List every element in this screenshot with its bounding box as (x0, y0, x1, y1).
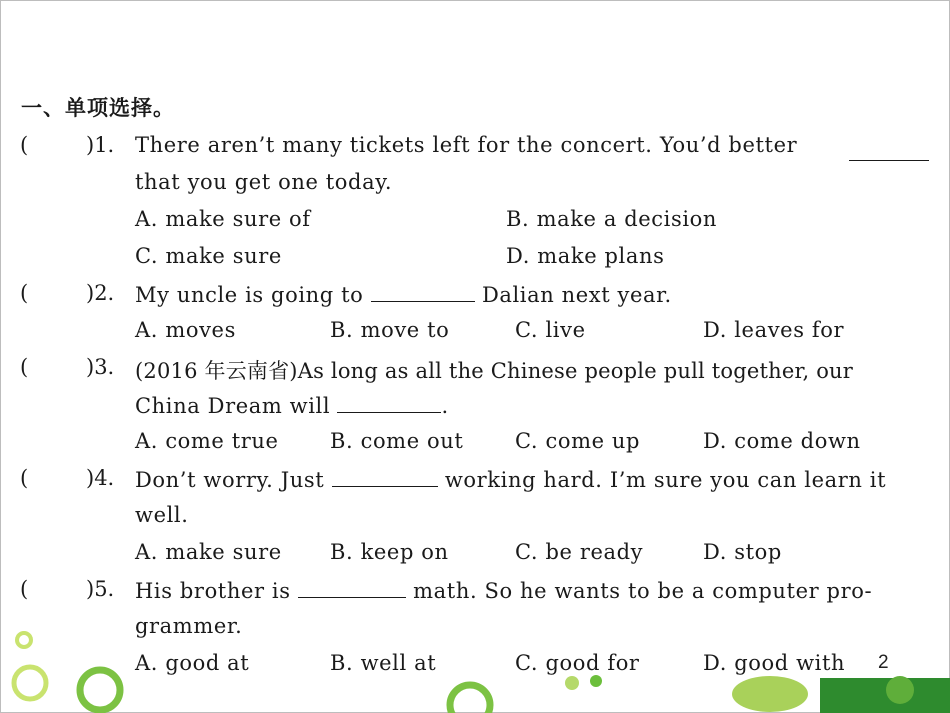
option-c: C. good for (515, 651, 640, 675)
stem-after: math. So he wants to be a computer pro- (413, 579, 873, 603)
answer-blank[interactable] (332, 466, 438, 487)
question-number: )5. (86, 577, 115, 601)
question-stem (135, 577, 872, 603)
option-d: D. stop (703, 540, 782, 564)
answer-paren: ( (20, 133, 29, 157)
option-a: A. come true (135, 429, 279, 453)
stem-before: His brother is (135, 579, 291, 603)
option-c: C. be ready (515, 540, 644, 564)
question-number: )1. (86, 133, 115, 157)
option-b: B. come out (330, 429, 464, 453)
option-a: A. good at (135, 651, 250, 675)
section-heading: 一、单项选择。 (21, 96, 175, 120)
option-a: A. make sure (135, 540, 282, 564)
stem-before: Don’t worry. Just (135, 468, 325, 492)
option-b: B. move to (330, 318, 450, 342)
option-c: C. make sure (135, 244, 282, 268)
option-d: D. come down (703, 429, 861, 453)
stem-after: Dalian next year. (481, 283, 672, 307)
answer-paren: ( (20, 466, 29, 490)
question-stem (135, 281, 672, 307)
question-stem: There aren’t many tickets left for the concert. You’d better (135, 133, 798, 157)
option-c: C. live (515, 318, 586, 342)
option-a: A. make sure of (135, 207, 311, 231)
answer-blank[interactable] (298, 577, 406, 598)
question-stem-cont (135, 392, 449, 418)
question-stem (135, 466, 886, 492)
option-b: B. well at (330, 651, 437, 675)
option-d: D. make plans (506, 244, 665, 268)
option-a: A. moves (135, 318, 236, 342)
stem-after: working hard. I’m sure you can learn it (444, 468, 887, 492)
question-number: )3. (86, 355, 115, 379)
option-d: D. leaves for (703, 318, 845, 342)
stem-after: . (441, 394, 449, 418)
answer-paren: ( (20, 577, 29, 601)
question-stem-cont: that you get one today. (135, 170, 393, 194)
answer-blank[interactable] (337, 392, 441, 413)
answer-paren: ( (20, 355, 29, 379)
answer-blank[interactable] (371, 281, 475, 302)
option-b: B. keep on (330, 540, 449, 564)
question-number: )2. (86, 281, 115, 305)
option-b: B. make a decision (506, 207, 718, 231)
page-number: 2 (878, 652, 889, 673)
option-c: C. come up (515, 429, 641, 453)
question-stem-cont: grammer. (135, 614, 243, 638)
question-stem-cont: well. (135, 503, 189, 527)
question-stem: (2016 年云南省)As long as all the Chinese people pull together, our (135, 359, 854, 383)
stem-before: My uncle is going to (135, 283, 364, 307)
answer-paren: ( (20, 281, 29, 305)
stem-before: China Dream will (135, 394, 331, 418)
question-number: )4. (86, 466, 115, 490)
option-d: D. good with (703, 651, 846, 675)
answer-blank[interactable] (849, 140, 929, 161)
